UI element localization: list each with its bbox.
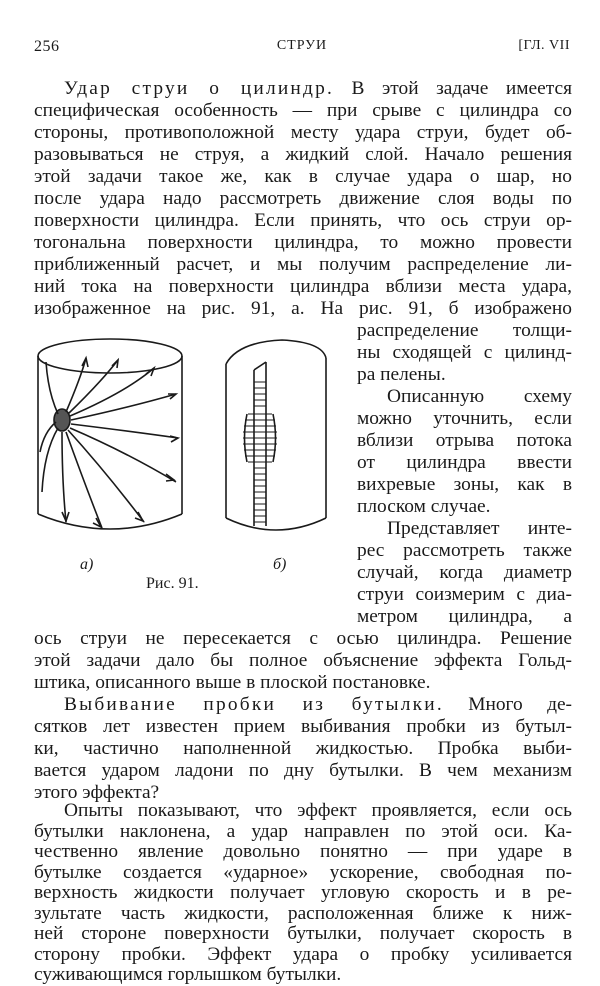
running-title: СТРУИ: [276, 38, 328, 53]
text-line: сторону пробки. Эффект удара о пробку усиливается: [34, 943, 572, 965]
text-line: плоском случае.: [357, 496, 491, 517]
chapter-label: [ГЛ. VII: [518, 38, 570, 53]
text-line: этого эффекта?: [34, 782, 160, 803]
text-line: бутылки наклонена, а удар направлен по этой оси. Ка-: [34, 820, 572, 842]
text-line: ра пелены.: [357, 364, 446, 385]
text-line: приближенный расчет, и мы получим распределение ли-: [34, 254, 572, 275]
text-line: случай, когда диаметр: [357, 562, 572, 583]
text-line: ний тока на поверхности цилиндра вблизи места удара,: [34, 276, 572, 297]
section-heading: Выбивание пробки из бутылки.: [64, 694, 444, 715]
text-line: распределение толщи-: [357, 320, 572, 341]
text-line: тогональна поверхности цилиндра, то можно провести: [34, 232, 572, 253]
text-line: Выбивание пробки из бутылки. Много де-: [64, 694, 573, 715]
text-line: Описанную схему: [387, 386, 572, 407]
running-header: [34, 38, 570, 60]
text-line: струи соизмерим с диа-: [357, 584, 572, 605]
text-line: вается ударом ладони по дну бутылки. В чем механизм: [34, 760, 572, 781]
text-line: Удар струи о цилиндр. В этой задаче имеется: [64, 78, 572, 99]
text-line: зультате часть жидкости, расположенная ближе к ниж-: [34, 902, 572, 924]
text-line: этой задачи такое же, как в случае удара о шар, но: [34, 166, 572, 187]
text-line: после удара надо рассмотреть движение слоя воды по: [34, 188, 572, 209]
text-line: вихревые зоны, как в: [357, 474, 572, 495]
text-line: Опыты показывают, что эффект проявляется, если ось: [64, 800, 572, 821]
text-line: верхность жидкости получает угловую скорость и в ре-: [34, 882, 572, 903]
figure-caption: Рис. 91.: [146, 575, 199, 592]
cylinder-sheet-thickness-drawing: [226, 340, 326, 530]
cylinder-streamlines-drawing: [38, 339, 182, 529]
page-number: 256: [34, 38, 60, 55]
text-line: штика, описанного выше в плоской постановке.: [34, 672, 431, 693]
text-line: вблизи отрыва потока: [357, 430, 572, 451]
text-line: ки, частично наполненной жидкостью. Пробка выби-: [34, 738, 572, 759]
text-line: метром цилиндра, а: [357, 606, 572, 627]
text-line: поверхности цилиндра. Если принять, что ось струи ор-: [34, 210, 572, 231]
text-line: Представляет инте-: [387, 518, 572, 539]
section-heading: Удар струи о цилиндр.: [64, 78, 335, 99]
text-line: от цилиндра ввести: [357, 452, 572, 473]
figure-91: [26, 322, 356, 602]
text-line: сятков лет известен прием выбивания пробки из бутыл-: [34, 716, 572, 737]
text-line: этой задачи дало бы полное объяснение эффекта Гольд-: [34, 650, 572, 671]
figure-label-b: б): [273, 556, 287, 573]
figure-label-a: а): [80, 556, 94, 573]
text-line: специфическая особенность — при срыве с цилиндра со: [34, 100, 572, 121]
text-line: изображенное на рис. 91, а. На рис. 91, б изображено: [34, 298, 572, 319]
text-line: бутылке создается «ударное» ускорение, свободная по-: [34, 861, 572, 883]
text-line: ны сходящей с цилинд-: [357, 342, 572, 363]
text-line: можно уточнить, если: [357, 408, 572, 429]
text-line: чественно явление довольно понятно — при ударе в: [34, 841, 572, 862]
text-line: рес рассмотреть также: [357, 540, 572, 561]
text-line: разовываться не струя, а жидкий слой. Начало решения: [34, 144, 572, 165]
text-line: ней стороне поверхности бутылки, получает скорость в: [34, 923, 572, 944]
text-line: стороны, противоположной месту удара струи, будет об-: [34, 122, 572, 143]
text-line: суживающимся горлышком бутылки.: [34, 964, 342, 985]
text-line: ось струи не пересекается с осью цилиндра. Решение: [34, 628, 572, 649]
